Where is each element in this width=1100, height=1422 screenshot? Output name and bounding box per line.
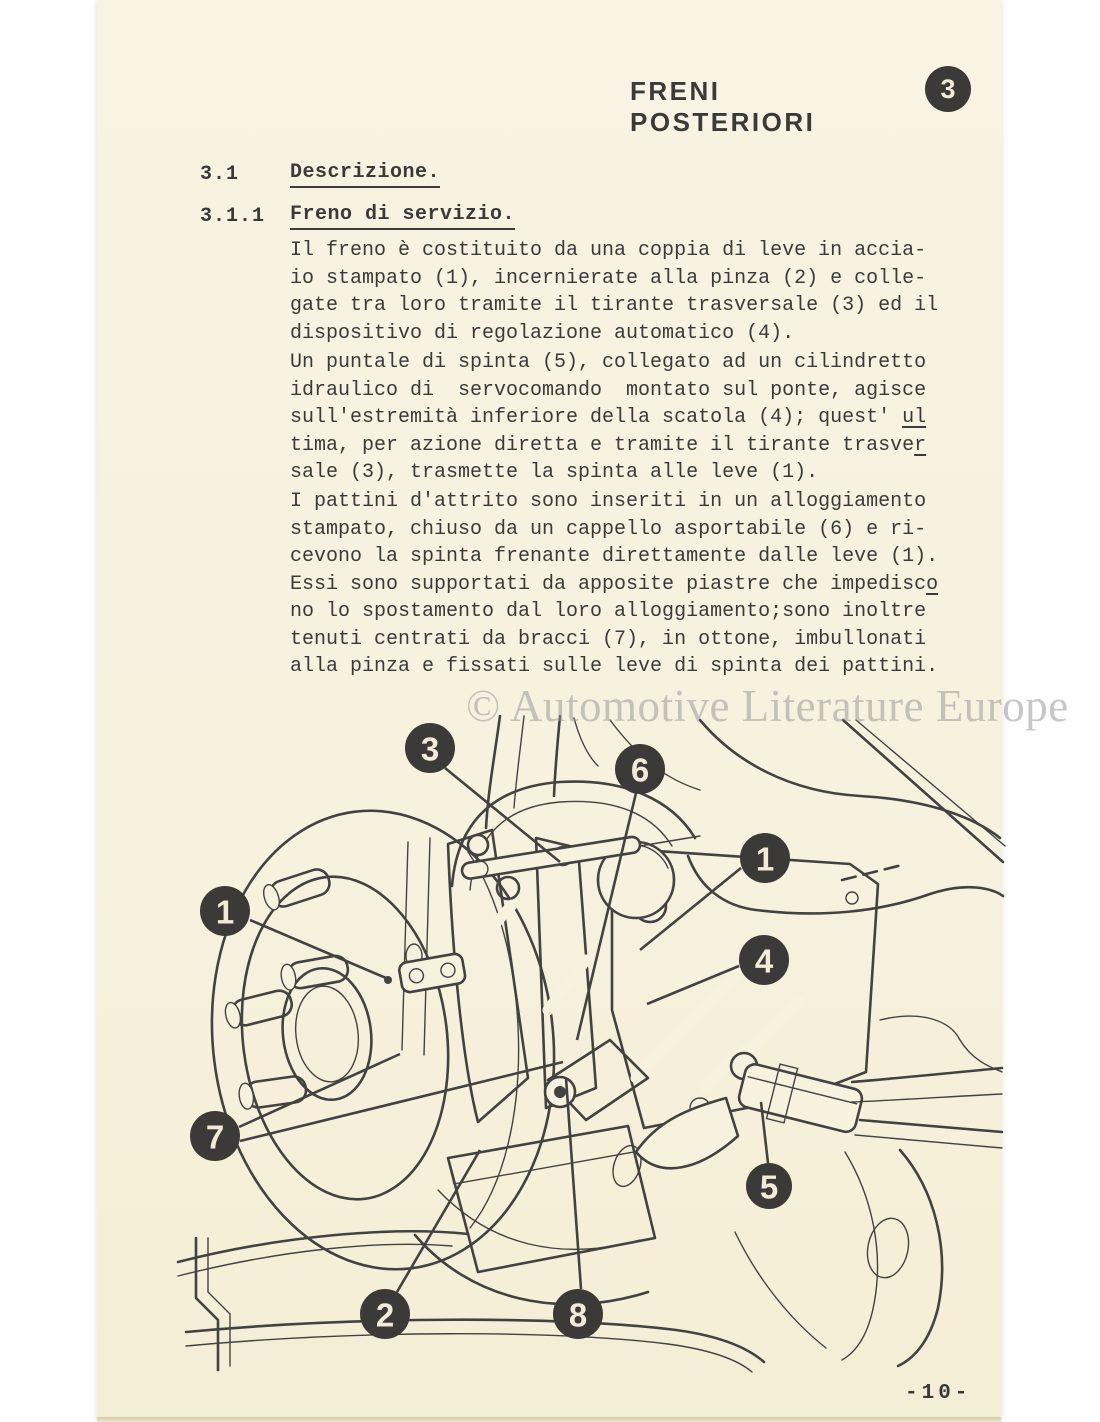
- svg-text:4: 4: [754, 942, 774, 980]
- watermark-text: © Automotive Literature Europe: [466, 681, 1069, 731]
- page-title: FRENI POSTERIORI: [630, 76, 816, 137]
- text-line: I pattini d'attrito sono inseriti in un alloggiamento: [290, 490, 927, 513]
- subsection-number: 3.1.1: [200, 205, 266, 228]
- section-number: 3.1: [200, 163, 240, 186]
- text-line: gate tra loro tramite il tirante trasversale (3) ed il: [290, 294, 939, 317]
- svg-text:1: 1: [755, 840, 775, 878]
- text-line: cevono la spinta frenante direttamente dalle leve (1).: [290, 545, 939, 568]
- text-line: sale (3), trasmette la spinta alle leve (1).: [290, 461, 819, 484]
- text-line: Essi sono supportati da apposite piastre che impedisco: [290, 572, 939, 596]
- text-line: alla pinza e fissati sulle leve di spinta dei pattini.: [290, 655, 939, 678]
- text-line: tenuti centrati da bracci (7), in ottone, imbullonati: [290, 627, 927, 651]
- text-line: stampato, chiuso da un cappello asportabile (6) e ri-: [290, 517, 927, 541]
- svg-text:5: 5: [759, 1168, 779, 1206]
- section-title-text: Descrizione.: [290, 161, 440, 188]
- text-line: idraulico di servocomando montato sul ponte, agisce: [290, 378, 927, 402]
- text-line: io stampato (1), incernierate alla pinza (2) e colle-: [290, 266, 927, 290]
- svg-text:2: 2: [375, 1296, 395, 1334]
- text-line: Il freno è costituito da una coppia di leve in accia-: [290, 239, 927, 262]
- chapter-number-badge: 3: [925, 66, 971, 112]
- text-line: Un puntale di spinta (5), collegato ad un cilindretto: [290, 351, 927, 374]
- page-number: -10-: [905, 1382, 972, 1405]
- text-line: no lo spostamento dal loro alloggiamento;sono inoltre: [290, 600, 927, 623]
- svg-text:3: 3: [420, 730, 440, 768]
- subsection-title-text: Freno di servizio.: [290, 203, 515, 230]
- figure-callouts: [190, 723, 792, 1339]
- svg-text:7: 7: [205, 1118, 225, 1156]
- callout-8: [553, 1078, 603, 1339]
- svg-text:8: 8: [568, 1296, 588, 1334]
- callout-1: [200, 886, 392, 984]
- svg-text:1: 1: [215, 893, 235, 931]
- text-line: sull'estremità inferiore della scatola (4); quest' ul: [290, 406, 927, 429]
- frame-and-swingarm: [178, 720, 1005, 1372]
- text-line: dispositivo di regolazione automatico (4).: [290, 321, 795, 345]
- svg-text:6: 6: [630, 751, 650, 789]
- text-line: tima, per azione diretta e tramite il tirante trasver: [290, 433, 927, 457]
